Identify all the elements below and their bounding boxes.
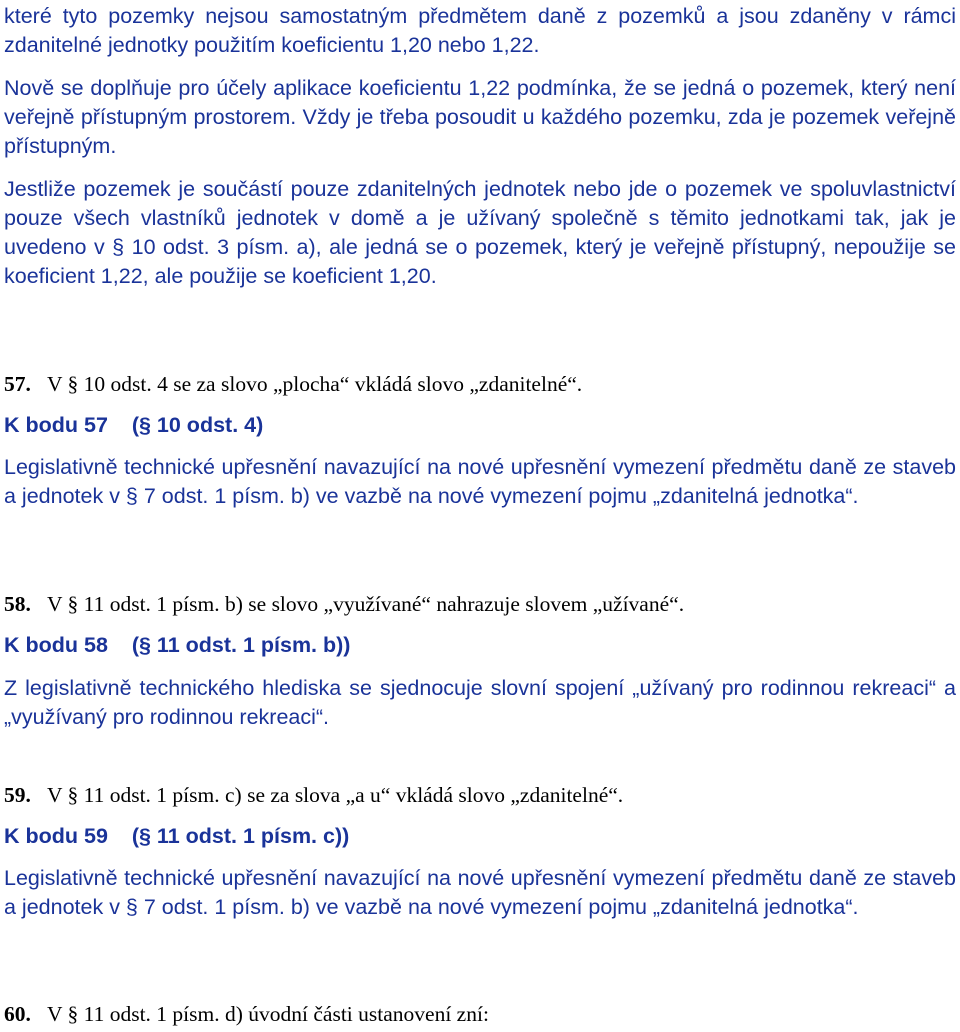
item-number: 57. xyxy=(4,372,31,396)
explanation-58: Z legislativně technického hlediska se sjednocuje slovní spojení „užívaný pro rodinnou rekreaci“ a „využívaný pro rodinnou rekreaci“. xyxy=(4,676,956,729)
amendment-item-60 xyxy=(4,1000,956,1029)
amendment-item-59 xyxy=(4,781,956,810)
amendment-item-58 xyxy=(4,590,956,619)
item-text: V § 11 odst. 1 písm. b) se slovo „využívané“ nahrazuje slovem „užívané“. xyxy=(47,592,685,616)
paragraph-coefficient-intro: které tyto pozemky nejsou samostatným předmětem daně z pozemků a jsou zdaněny v rámci zdanitelné jednotky použitím koeficientu 1,20 nebo 1,22. xyxy=(4,4,956,57)
section-heading-58 xyxy=(4,631,956,660)
explanation-59: Legislativně technické upřesnění navazující na nové upřesnění vymezení předmětu daně ze staveb a jednotek v § 7 odst. 1 písm. b) ve vazbě na nové vymezení pojmu „zdanitelná jednotka“. xyxy=(4,866,956,919)
item-number: 60. xyxy=(4,1002,31,1026)
heading-reference: (§ 10 odst. 4) xyxy=(131,413,264,437)
paragraph-public-space-condition: Nově se doplňuje pro účely aplikace koeficientu 1,22 podmínka, že se jedná o pozemek, který není veřejně přístupným prostorem. Vždy je třeba posoudit u každého pozemku, zda je pozemek veřejně přístupným. xyxy=(4,76,956,158)
heading-label: K bodu 59 xyxy=(4,824,108,848)
explanation-57: Legislativně technické upřesnění navazující na nové upřesnění vymezení předmětu daně ze staveb a jednotek v § 7 odst. 1 písm. b) ve vazbě na nové vymezení pojmu „zdanitelná jednotka“. xyxy=(4,455,956,508)
heading-label: K bodu 58 xyxy=(4,633,108,657)
heading-reference: (§ 11 odst. 1 písm. c)) xyxy=(131,824,350,848)
item-number: 58. xyxy=(4,592,31,616)
item-text: V § 11 odst. 1 písm. c) se za slova „a u“ vkládá slovo „zdanitelné“. xyxy=(47,783,624,807)
item-text: V § 11 odst. 1 písm. d) úvodní části ustanovení zní: xyxy=(47,1002,489,1026)
heading-reference: (§ 11 odst. 1 písm. b)) xyxy=(131,633,351,657)
paragraph-coefficient-exception: Jestliže pozemek je součástí pouze zdanitelných jednotek nebo jde o pozemek ve spoluvlastnictví pouze všech vlastníků jednotek v domě a je užívaný společně s těmito jednotkami tak, jak je uvedeno v § 10 odst. 3 písm. a), ale jedná se o pozemek, který je veřejně přístupný, nepoužije se koeficient 1,22, ale použije se koeficient 1,20. xyxy=(4,177,956,288)
section-heading-57 xyxy=(4,411,956,440)
amendment-item-57 xyxy=(4,370,956,399)
item-text: V § 10 odst. 4 se za slovo „plocha“ vkládá slovo „zdanitelné“. xyxy=(47,372,583,396)
heading-label: K bodu 57 xyxy=(4,413,108,437)
item-number: 59. xyxy=(4,783,31,807)
section-heading-59 xyxy=(4,822,956,851)
